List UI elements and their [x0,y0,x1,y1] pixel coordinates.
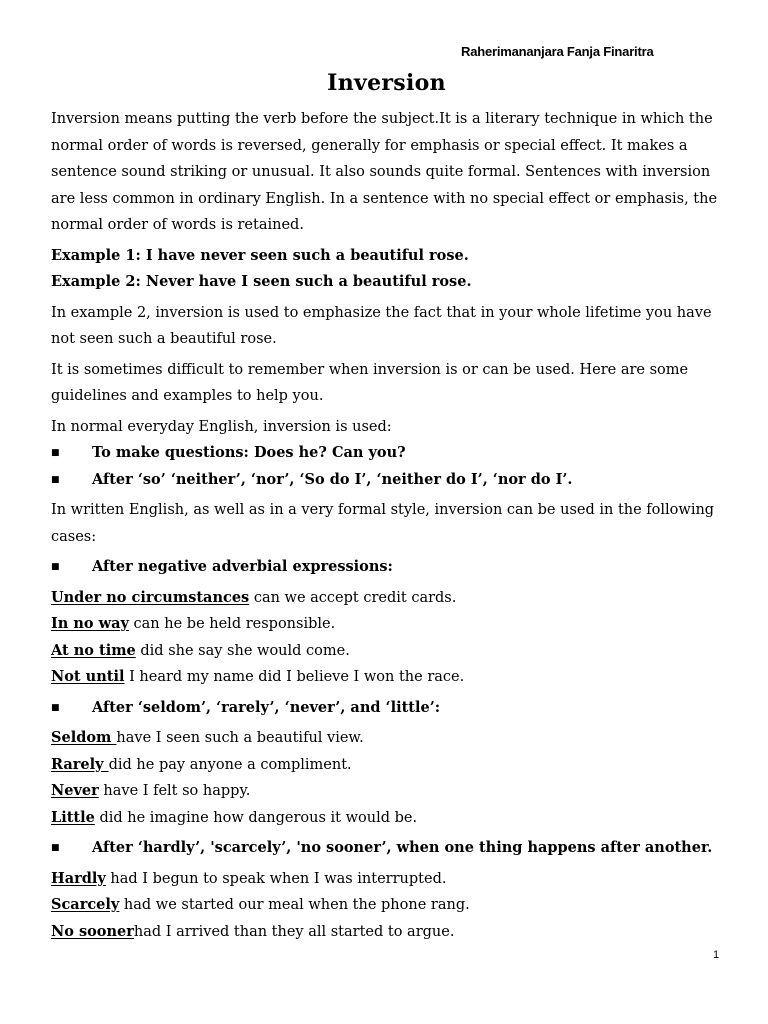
example-lead: Rarely [51,755,109,773]
example-lead: In no way [51,615,129,632]
bullet-text: To make questions: Does he? Can you? [92,444,406,461]
example-rest: can he be held responsible. [128,616,336,632]
example-rest: did he imagine how dangerous it would be. [94,809,418,826]
bullet-item-questions [51,440,723,467]
bullet-item-so-neither [51,467,723,494]
example-line [51,638,723,665]
section-heading-text: After ‘seldom’, ‘rarely’, ‘never’, and ‘little’: [92,698,441,716]
example-2-explanation: In example 2, inversion is used to emphasize the fact that in your whole lifetime you have not seen such a beautiful rose. [51,304,712,347]
example-line [51,805,723,832]
guidelines-paragraph: It is sometimes difficult to remember when inversion is or can be used. Here are some guidelines and examples to help you. [51,361,689,404]
example-rest: have I felt so happy. [98,783,251,799]
example-rest: I heard my name did I believe I won the race. [124,669,465,685]
example-rest: had I arrived than they all started to argue. [133,923,455,940]
document-title: Inversion [327,70,446,96]
bullet-square-icon: ■ [51,702,60,713]
example-line [51,585,723,612]
document-body [51,106,723,945]
section-heading-text: After negative adverbial expressions: [92,558,393,575]
example-line [51,664,723,691]
example-lead: At no time [51,641,136,659]
section-heading-text: After ‘hardly’, 'scarcely’, 'no sooner’, when one thing happens after another. [92,839,713,856]
normal-english-paragraph: In normal everyday English, inversion is used: [51,418,392,435]
example-line [51,752,723,779]
section-heading-hardly-scarcely [51,835,723,862]
example-1: Example 1: I have never seen such a beautiful rose. [51,246,469,264]
example-lead: Never [51,782,99,799]
example-rest: have I seen such a beautiful view. [116,730,364,746]
example-rest: can we accept credit cards. [249,589,457,606]
bullet-square-icon: ■ [51,448,60,458]
example-rest: had we started our meal when the phone rang. [119,897,470,913]
page-number: 1 [713,949,720,961]
example-lead: No sooner [51,922,134,940]
example-line [51,892,723,919]
example-lead: Under no circumstances [51,588,250,606]
example-lead: Not until [51,668,125,685]
section-heading-seldom-rarely [51,695,723,722]
example-line [51,725,723,752]
written-english-paragraph: In written English, as well as in a very formal style, inversion can be used in the following cases: [51,502,715,545]
section-heading-negative-adverbials [51,554,723,581]
bullet-square-icon: ■ [51,474,60,485]
example-rest: did she say she would come. [135,642,350,659]
bullet-square-icon: ■ [51,843,60,853]
example-lead: Seldom [51,729,117,746]
example-rest: had I begun to speak when I was interrupted. [105,870,447,887]
bullet-text: After ‘so’ ‘neither’, ‘nor’, ‘So do I’, ‘neither do I’, ‘nor do I’. [92,470,573,488]
example-lead: Hardly [51,869,106,887]
author-name: Raherimananjara Fanja Finaritra [461,44,654,59]
example-lead: Little [51,808,95,826]
example-lead: Scarcely [51,896,120,913]
example-line [51,778,723,805]
example-line [51,866,723,893]
bullet-square-icon: ■ [51,562,60,572]
example-rest: did he pay anyone a compliment. [108,756,352,773]
example-line [51,919,723,946]
example-line [51,611,723,638]
example-2: Example 2: Never have I seen such a beautiful rose. [51,273,472,290]
intro-paragraph: Inversion means putting the verb before the subject.It is a literary technique in which the normal order of words is reversed, generally for emphasis or special effect. It makes a sentence sound striking or unusual. It also sounds quite formal. Sentences with inversion are less common in ordinary English. In a sentence with no special effect or emphasis, the normal order of words is retained. [51,111,718,233]
